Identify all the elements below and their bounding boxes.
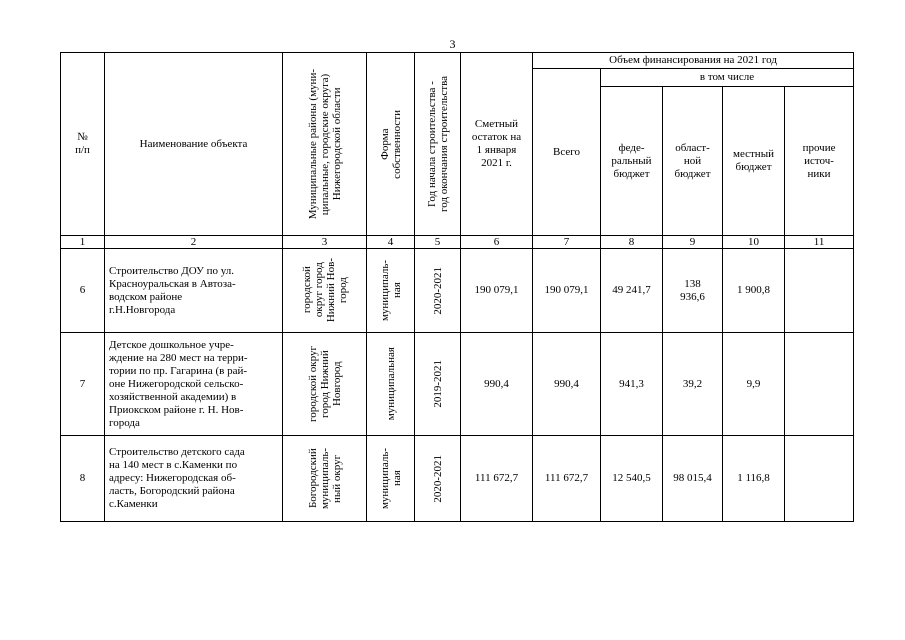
header-num: № п/п [61,53,105,236]
regional-cell: 138 936,6 [663,249,723,333]
header-years: Год начала строительства - год окончания строительства [415,53,461,236]
header-name: Наименование объекта [105,53,283,236]
header-district: Муниципальные районы (муни- ципальные, городские округа) Нижегородской области [283,53,367,236]
col-number: 9 [663,236,723,249]
funding-table [60,52,854,522]
col-number: 8 [601,236,663,249]
other-cell [785,249,854,333]
row-num: 7 [61,333,105,436]
federal-cell: 12 540,5 [601,436,663,522]
local-cell: 1 900,8 [723,249,785,333]
header-other: прочие источ- ники [785,87,854,236]
years-cell: 2020-2021 [415,436,461,522]
col-number: 11 [785,236,854,249]
object-name: Строительство детского сада на 140 мест в с.Каменки по адресу: Нижегородская об- ласть, Богородский района с.Каменки [105,436,283,522]
row-num: 6 [61,249,105,333]
federal-cell: 941,3 [601,333,663,436]
estimate-cell: 990,4 [461,333,533,436]
col-number: 5 [415,236,461,249]
col-number: 6 [461,236,533,249]
object-name: Строительство ДОУ по ул. Красноуральская в Автоза- водском районе г.Н.Новгорода [105,249,283,333]
ownership-cell: муниципаль- ная [367,249,415,333]
estimate-cell: 190 079,1 [461,249,533,333]
col-number: 1 [61,236,105,249]
row-num: 8 [61,436,105,522]
table-row [61,249,854,333]
header-local: местный бюджет [723,87,785,236]
col-number: 3 [283,236,367,249]
table-row [61,436,854,522]
years-cell: 2020-2021 [415,249,461,333]
header-funding-title: Объем финансирования на 2021 год [533,53,854,69]
ownership-cell: муниципальная [367,333,415,436]
ownership-cell: муниципаль- ная [367,436,415,522]
local-cell: 1 116,8 [723,436,785,522]
other-cell [785,436,854,522]
column-numbers-row [61,236,854,249]
federal-cell: 49 241,7 [601,249,663,333]
years-cell: 2019-2021 [415,333,461,436]
col-number: 4 [367,236,415,249]
header-estimate: Сметный остаток на 1 января 2021 г. [461,53,533,236]
table-row [61,333,854,436]
total-cell: 190 079,1 [533,249,601,333]
local-cell: 9,9 [723,333,785,436]
object-name: Детское дошкольное учре- ждение на 280 мест на терри- тории по пр. Гагарина (в рай- оне Нижегородской сельско- хозяйственной академии) в Приокском районе г. Н. Нов- города [105,333,283,436]
col-number: 7 [533,236,601,249]
district-cell: городской округ город Нижний Нов- город [283,249,367,333]
regional-cell: 98 015,4 [663,436,723,522]
col-number: 2 [105,236,283,249]
other-cell [785,333,854,436]
header-including: в том числе [601,69,854,87]
total-cell: 111 672,7 [533,436,601,522]
total-cell: 990,4 [533,333,601,436]
header-ownership: Форма собственности [367,53,415,236]
page-number: 3 [449,37,456,51]
col-number: 10 [723,236,785,249]
estimate-cell: 111 672,7 [461,436,533,522]
header-regional: област- ной бюджет [663,87,723,236]
header-total: Всего [533,69,601,236]
district-cell: городской округ город Нижний Новгород [283,333,367,436]
header-federal: феде- ральный бюджет [601,87,663,236]
district-cell: Богородский муниципаль- ный округ [283,436,367,522]
regional-cell: 39,2 [663,333,723,436]
